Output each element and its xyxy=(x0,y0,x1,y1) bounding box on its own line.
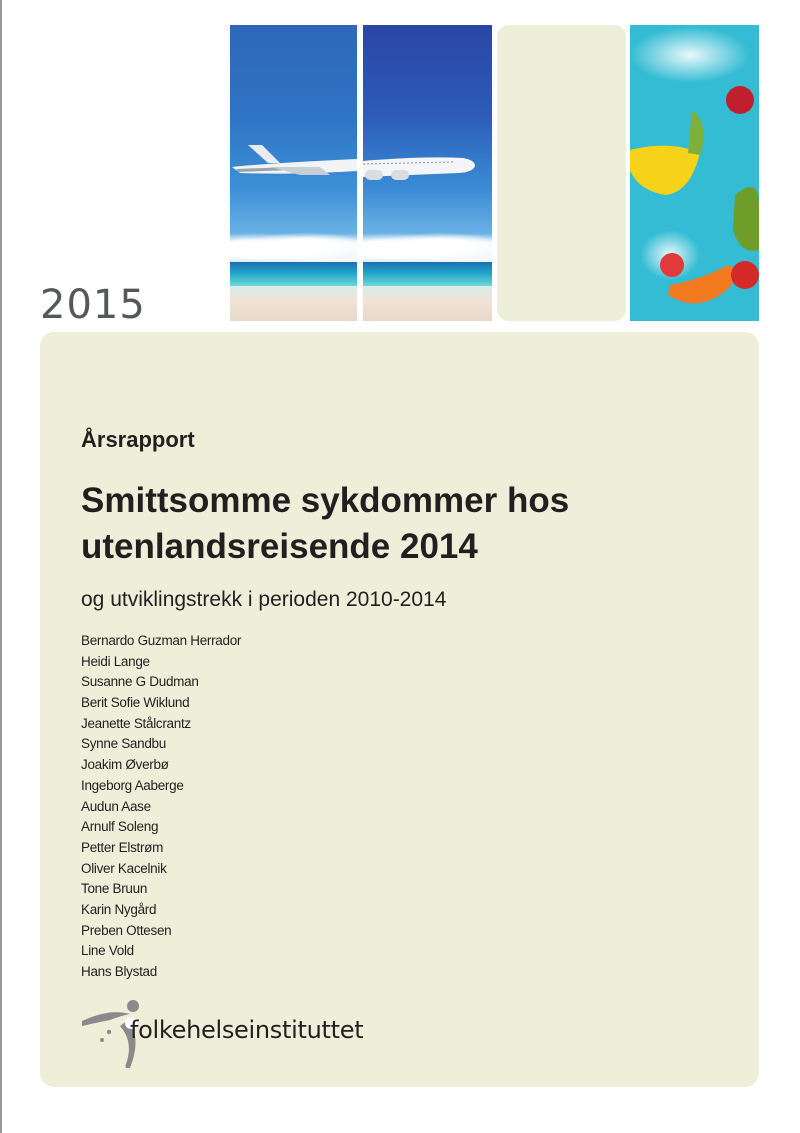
author-name: Arnulf Soleng xyxy=(81,819,159,835)
author-name: Heidi Lange xyxy=(81,653,150,669)
title-line-2: utenlandsreisende 2014 xyxy=(81,527,478,566)
author-name: Line Vold xyxy=(81,943,134,959)
publisher-name: folkehelseinstituttet xyxy=(130,1016,364,1044)
author-name: Ingeborg Aaberge xyxy=(81,777,184,793)
year-label: 2015 xyxy=(40,282,146,328)
report-title xyxy=(81,478,569,570)
page-edge xyxy=(0,0,2,1133)
author-name: Berit Sofie Wiklund xyxy=(81,695,190,711)
author-name: Synne Sandbu xyxy=(81,736,166,752)
author-name: Karin Nygård xyxy=(81,901,157,917)
author-name: Joakim Øverbø xyxy=(81,757,169,773)
fruit-splash-photo-panel xyxy=(630,25,759,321)
author-name: Bernardo Guzman Herrador xyxy=(81,633,242,648)
airplane-icon xyxy=(230,115,357,175)
cover-card xyxy=(40,332,759,1087)
airplane-icon xyxy=(363,150,492,200)
author-name: Tone Bruun xyxy=(81,881,148,897)
author-name: Petter Elstrøm xyxy=(81,839,164,855)
airplane-photo-right-panel xyxy=(363,25,492,321)
author-list xyxy=(81,631,241,983)
author-name: Preben Ottesen xyxy=(81,922,172,938)
author-name: Jeanette Stålcrantz xyxy=(81,715,191,731)
title-line-1: Smittsomme sykdommer hos xyxy=(81,481,570,520)
author-name: Susanne G Dudman xyxy=(81,674,199,690)
fruit-splash-image xyxy=(630,25,759,321)
report-type-label: Årsrapport xyxy=(81,427,195,452)
author-name: Audun Aase xyxy=(81,798,151,814)
author-name: Oliver Kacelnik xyxy=(81,860,167,876)
airplane-photo-left-panel xyxy=(230,25,357,321)
author-name: Hans Blystad xyxy=(81,964,157,979)
blank-panel xyxy=(497,25,626,321)
report-subtitle: og utviklingstrekk i perioden 2010-2014 xyxy=(81,588,447,611)
